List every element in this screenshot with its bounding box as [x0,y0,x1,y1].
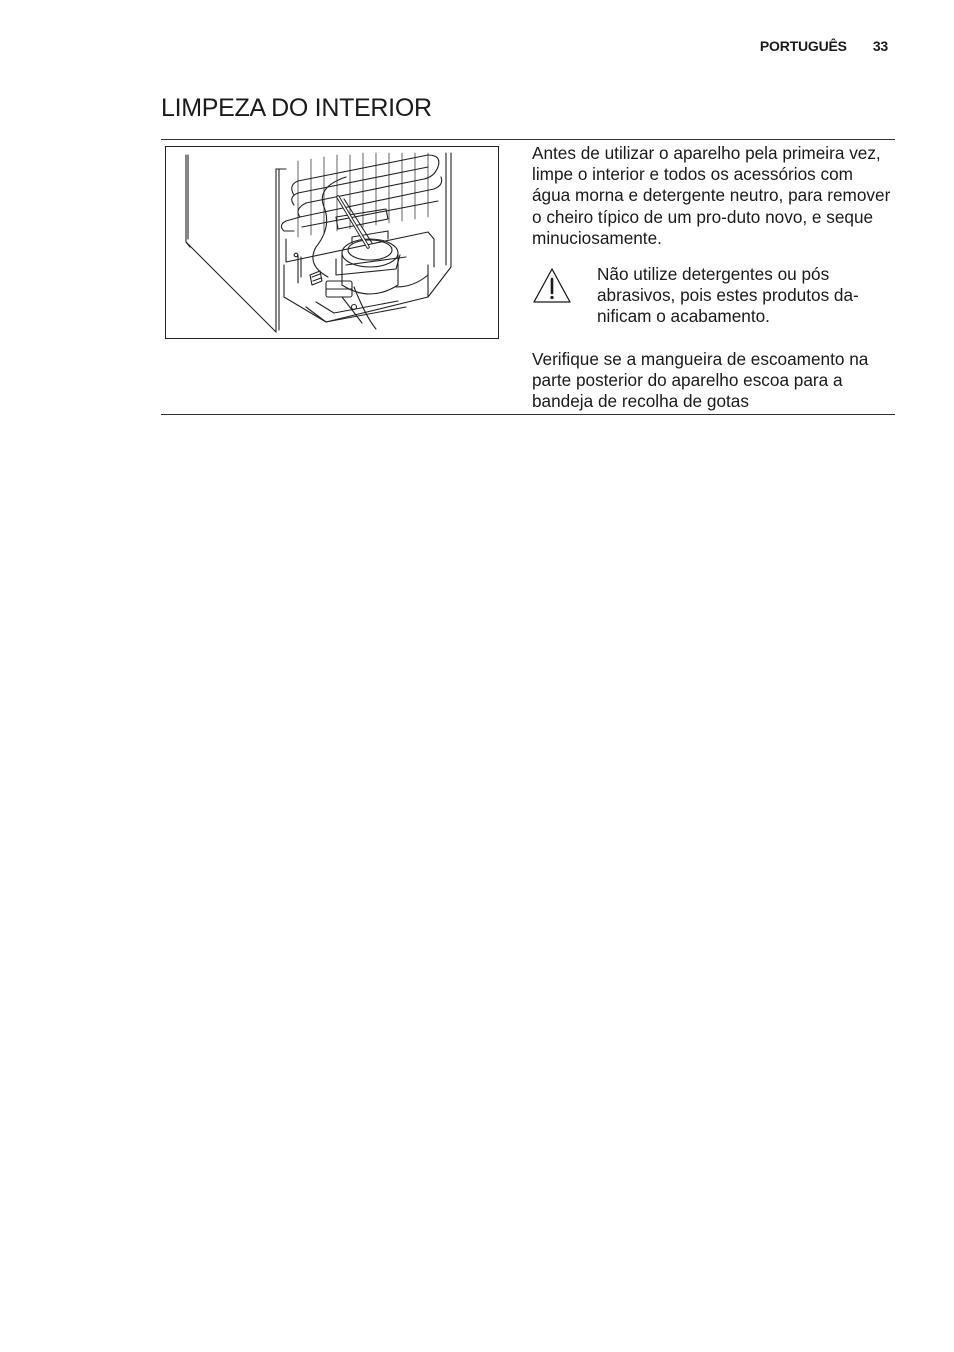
refrigerator-rear-illustration [165,146,499,339]
warning-block [532,264,894,328]
drain-hose-paragraph: Verifique se a mangueira de escoamento na parte posterior do aparelho escoa para a bandeja de recolha de gotas [532,348,869,412]
page-header [760,38,888,54]
header-language: PORTUGUÊS [759,38,847,54]
warning-triangle-icon [532,266,572,306]
section-title: LIMPEZA DO INTERIOR [161,94,432,122]
instructions-text [532,143,894,412]
intro-paragraph: Antes de utilizar o aparelho pela primeira vez, limpe o interior e todos os acessórios com água morna e detergente neutro, para remover o cheiro típico de um pro-duto novo, e seque minuciosamente. [532,143,891,248]
page-number: 33 [872,38,888,54]
warning-text: Não utilize detergentes ou pós abrasivos, pois estes produtos da-nificam o acabamento. [597,264,859,327]
bottom-divider [161,414,895,415]
top-divider [161,139,895,140]
